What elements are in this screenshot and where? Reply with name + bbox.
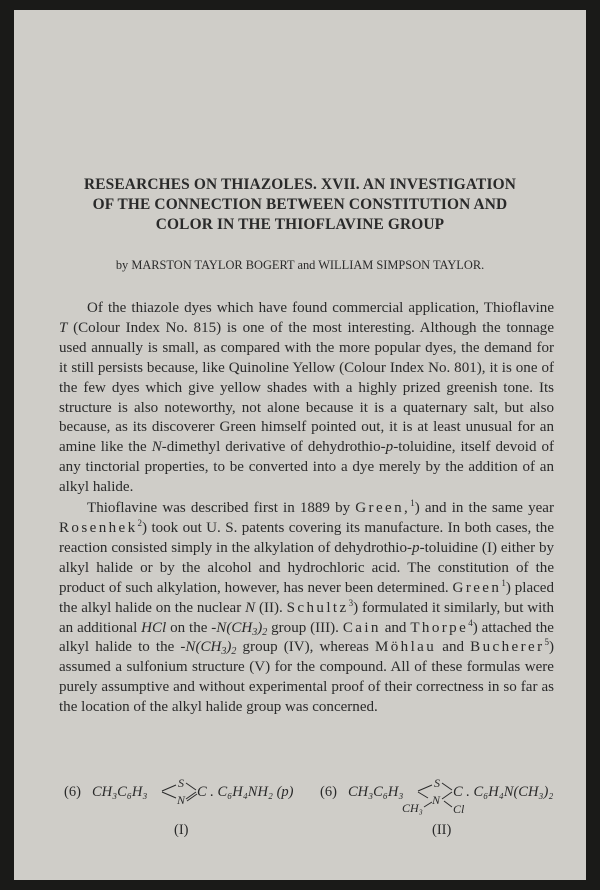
italic-n: N [151, 439, 162, 456]
author-ref-bucherer: Bucherer [470, 639, 545, 656]
formula-svg [64, 774, 564, 844]
italic-p: p [412, 539, 420, 556]
sulfur-atom: S [434, 776, 440, 790]
structural-formulas [64, 774, 564, 844]
formula-part: ) [226, 639, 232, 656]
text-run: group (III). [271, 619, 339, 636]
text-run: ) and in the same year [414, 500, 554, 517]
nitrogen-atom: N [177, 793, 186, 807]
bond-lines [418, 785, 432, 798]
dimethylamino-group [211, 620, 267, 636]
footnote-ref: 2 [137, 517, 143, 528]
text-run: ) placed the alkyl halide on the nuclear [59, 579, 555, 616]
italic-t: T [59, 319, 68, 336]
subscript: 3 [221, 646, 227, 658]
bond-lines [424, 802, 432, 807]
subscript: 3 [252, 626, 258, 638]
text-run: group (IV), whereas [242, 639, 369, 656]
byline-by: by [115, 258, 129, 272]
formula-part: -N(CH [180, 639, 222, 656]
text-run: on the [170, 619, 208, 636]
bond-lines [444, 801, 452, 807]
formula-part: ) [257, 619, 263, 636]
formula-left: CH₃C₆H₃ [348, 784, 404, 800]
text-run: ) attached the alkyl halide to the [59, 619, 554, 656]
article-body [59, 299, 554, 718]
italic-p: p [385, 439, 394, 456]
text-run: (II). [258, 599, 283, 616]
footnote-ref: 3 [348, 597, 354, 608]
bond-lines [442, 783, 452, 799]
bond-lines [186, 783, 197, 801]
formula-part: -N(CH [211, 619, 253, 636]
author-ref-cain: Cain [342, 619, 381, 636]
text-run: Of the thiazole dyes which have found commercial application, Thioflavine [87, 300, 554, 316]
formula-label: (I) [174, 822, 189, 838]
formula-right: C . C₆H₄N(CH₃)₂ [453, 784, 554, 800]
text-run: Thioflavine was described first in 1889 by [87, 500, 351, 517]
paragraph-2 [59, 499, 554, 718]
text-run: ) took out U. S. patents covering its manufacture. In both cases, the reaction consisted simply in the alkylation of dehydrothio- [59, 519, 554, 556]
author-ref-green: Green [452, 579, 502, 596]
formula-II [320, 776, 553, 838]
article-title [54, 175, 546, 235]
text-run: ) formulated it similarly, but with an additional [59, 599, 555, 636]
text-run: (Colour Index No. 815) is one of the most interesting. Although the tonnage used annually is small, as compared with the more popular dyes, the demand for it still persists because, like Quinoline Yellow (Colour Index No. 801), it is one of the few dyes which give yellow shades with a highly prized greenish tone. Its structure is also noteworthy, not alone because it is a quaternary salt, but also because, as its discoverer Green himself pointed out, it is at least unusual for an amine like the [59, 319, 554, 456]
text-run: ) assumed a sulfonium structure (V) for the compound. All of these formulas were purely assumptive and without experimental proof of their correctness in so far as the location of the alkyl halide group was concerned. [59, 639, 555, 716]
subscript: 2 [262, 626, 268, 638]
sulfur-atom: S [178, 776, 184, 790]
author-ref-mohlau: Möhlau [374, 639, 437, 656]
author-ref-green: Green, [355, 500, 411, 517]
chlorine-atom: Cl [453, 802, 465, 816]
bond-lines [162, 785, 176, 798]
formula-number: (6) [64, 784, 81, 800]
dimethylamino-group [180, 639, 237, 658]
formula-left: CH₃C₆H₃ [92, 784, 148, 800]
footnote-ref: 5 [544, 637, 549, 648]
author-ref-schultz: Schultz [286, 599, 349, 616]
author-ref-thorpe: Thorpe [410, 619, 469, 636]
byline-and: and [297, 258, 316, 272]
author-1: MARSTON TAYLOR BOGERT [131, 258, 295, 272]
text-run: and [384, 619, 407, 636]
text-run: and [442, 639, 465, 656]
italic-n: N [245, 599, 256, 616]
subscript: 2 [231, 646, 237, 658]
formula-right: C . C₆H₄NH₂ (p) [197, 784, 294, 800]
footnote-ref: 1 [410, 498, 415, 509]
footnote-ref: 4 [468, 617, 473, 628]
author-2: WILLIAM SIMPSON TAYLOR. [318, 258, 485, 272]
formula-label: (II) [432, 822, 452, 838]
formula-I [64, 776, 294, 838]
footnote-ref: 1 [501, 577, 506, 588]
italic-hcl: HCl [141, 619, 167, 636]
author-ref-rosenhek: Rosenhek [59, 519, 138, 536]
text-run: -toluidine, itself devoid of any tinctorial properties, to be converted into a dye merely by the addition of an alkyl halide. [59, 439, 555, 496]
title-line-1: RESEARCHES ON THIAZOLES. XVII. AN INVESTIGATION [84, 176, 516, 193]
page [14, 10, 586, 880]
byline [54, 257, 546, 273]
nitrogen-atom: N [432, 793, 441, 807]
methyl-group: CH₃ [402, 801, 423, 815]
title-line-2: OF THE CONNECTION BETWEEN CONSTITUTION AND [92, 196, 508, 213]
paragraph-1 [59, 299, 554, 498]
formula-number: (6) [320, 784, 337, 800]
text-run: -toluidine (I) either by alkyl halide or by the alcohol and hydrochloric acid. The constitution of the product of such alkylation, however, has never been determined. [59, 539, 555, 596]
title-line-3: COLOR IN THE THIOFLAVINE GROUP [155, 216, 445, 233]
text-run: -dimethyl derivative of dehydrothio- [161, 439, 386, 456]
